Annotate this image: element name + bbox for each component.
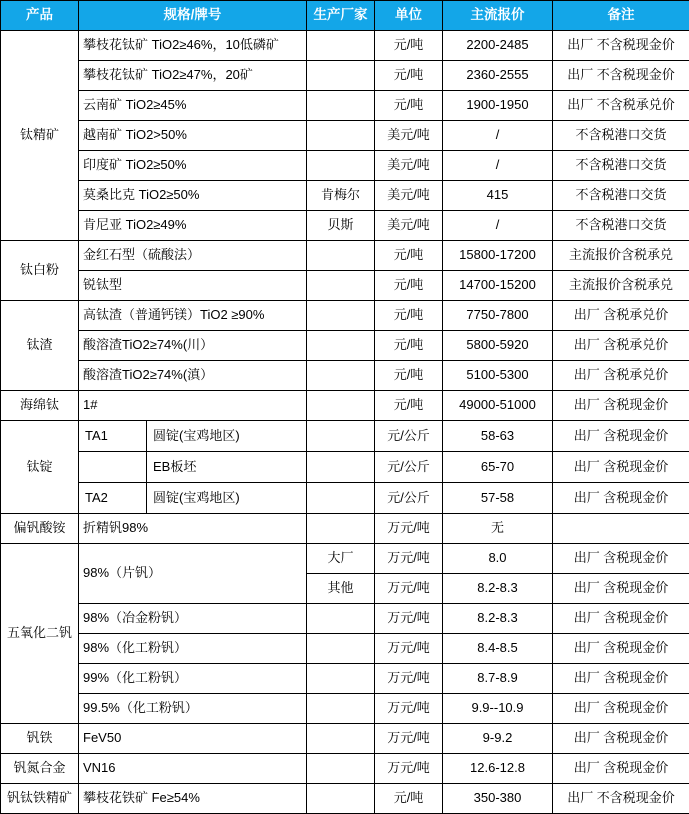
- spec-cell: 印度矿 TiO2≥50%: [79, 151, 307, 181]
- manufacturer-cell: [307, 361, 375, 391]
- spec-cell: 越南矿 TiO2>50%: [79, 121, 307, 151]
- manufacturer-cell: [307, 784, 375, 814]
- remark-cell: 出厂 含税现金价: [553, 452, 689, 483]
- product-name-cell: 钛锭: [1, 421, 79, 514]
- unit-cell: 元/吨: [375, 301, 443, 331]
- product-name-cell: 钒氮合金: [1, 754, 79, 784]
- price-cell: 49000-51000: [443, 391, 553, 421]
- product-name-cell: 钛精矿: [1, 31, 79, 241]
- spec-cell: 攀枝花钛矿 TiO2≥47%，20矿: [79, 61, 307, 91]
- price-cell: 12.6-12.8: [443, 754, 553, 784]
- table-row: [1, 241, 689, 271]
- manufacturer-cell: [307, 91, 375, 121]
- remark-cell: 出厂 含税现金价: [553, 574, 689, 604]
- manufacturer-cell: [307, 664, 375, 694]
- spec-cell: 攀枝花铁矿 Fe≥54%: [79, 784, 307, 814]
- manufacturer-cell: 其他: [307, 574, 375, 604]
- price-cell: 57-58: [443, 483, 553, 514]
- remark-cell: 不含税港口交货: [553, 181, 689, 211]
- product-name-cell: 钒钛铁精矿: [1, 784, 79, 814]
- table-row: [1, 61, 689, 91]
- price-cell: 15800-17200: [443, 241, 553, 271]
- manufacturer-cell: 大厂: [307, 544, 375, 574]
- unit-cell: 万元/吨: [375, 514, 443, 544]
- spec-cell: 莫桑比克 TiO2≥50%: [79, 181, 307, 211]
- unit-cell: 元/吨: [375, 331, 443, 361]
- spec-cell: 金红石型（硫酸法）: [79, 241, 307, 271]
- manufacturer-cell: [307, 421, 375, 452]
- unit-cell: 美元/吨: [375, 181, 443, 211]
- remark-cell: 出厂 含税承兑价: [553, 361, 689, 391]
- table-row: [1, 151, 689, 181]
- unit-cell: 元/吨: [375, 31, 443, 61]
- table-header: [1, 1, 689, 31]
- table-row: [1, 483, 689, 514]
- remark-cell: 出厂 含税承兑价: [553, 331, 689, 361]
- spec-cell: [79, 452, 307, 483]
- remark-cell: 出厂 含税现金价: [553, 634, 689, 664]
- price-cell: 2200-2485: [443, 31, 553, 61]
- price-cell: /: [443, 211, 553, 241]
- unit-cell: 元/公斤: [375, 483, 443, 514]
- table-row: [1, 724, 689, 754]
- price-cell: 2360-2555: [443, 61, 553, 91]
- unit-cell: 元/吨: [375, 241, 443, 271]
- price-cell: /: [443, 121, 553, 151]
- table-row: [1, 181, 689, 211]
- price-cell: 415: [443, 181, 553, 211]
- table-row: [1, 361, 689, 391]
- remark-cell: 出厂 含税现金价: [553, 391, 689, 421]
- unit-cell: 美元/吨: [375, 121, 443, 151]
- remark-cell: 出厂 不含税现金价: [553, 31, 689, 61]
- unit-cell: 元/吨: [375, 271, 443, 301]
- manufacturer-cell: [307, 301, 375, 331]
- spec-cell: 锐钛型: [79, 271, 307, 301]
- unit-cell: 元/吨: [375, 61, 443, 91]
- spec-cell: 高钛渣（普通钙镁）TiO2 ≥90%: [79, 301, 307, 331]
- spec-cell: 攀枝花钛矿 TiO2≥46%，10低磷矿: [79, 31, 307, 61]
- spec-cell: 云南矿 TiO2≥45%: [79, 91, 307, 121]
- remark-cell: 出厂 含税现金价: [553, 483, 689, 514]
- table-row: [1, 664, 689, 694]
- product-name-cell: 海绵钛: [1, 391, 79, 421]
- product-name-cell: 五氧化二钒: [1, 544, 79, 724]
- table-row: [1, 421, 689, 452]
- spec-cell: [79, 421, 307, 452]
- price-cell: 14700-15200: [443, 271, 553, 301]
- price-cell: 5800-5920: [443, 331, 553, 361]
- unit-cell: 万元/吨: [375, 634, 443, 664]
- price-cell: 8.7-8.9: [443, 664, 553, 694]
- price-cell: 65-70: [443, 452, 553, 483]
- unit-cell: 元/公斤: [375, 452, 443, 483]
- unit-cell: 万元/吨: [375, 574, 443, 604]
- table-row: [1, 694, 689, 724]
- unit-cell: 万元/吨: [375, 754, 443, 784]
- table-row: [1, 271, 689, 301]
- spec-cell: FeV50: [79, 724, 307, 754]
- column-header-spec: 规格/牌号: [79, 1, 307, 31]
- spec-cell: 98%（片钒）: [79, 544, 307, 604]
- price-cell: /: [443, 151, 553, 181]
- column-header-unit: 单位: [375, 1, 443, 31]
- price-cell: 58-63: [443, 421, 553, 452]
- column-header-price: 主流报价: [443, 1, 553, 31]
- manufacturer-cell: [307, 331, 375, 361]
- unit-cell: 美元/吨: [375, 151, 443, 181]
- table-row: [1, 301, 689, 331]
- spec-cell: 98%（冶金粉钒）: [79, 604, 307, 634]
- column-header-remark: 备注: [553, 1, 689, 31]
- remark-cell: [553, 514, 689, 544]
- unit-cell: 万元/吨: [375, 724, 443, 754]
- unit-cell: 元/吨: [375, 361, 443, 391]
- unit-cell: 元/吨: [375, 784, 443, 814]
- manufacturer-cell: [307, 694, 375, 724]
- manufacturer-cell: [307, 604, 375, 634]
- remark-cell: 主流报价含税承兑: [553, 241, 689, 271]
- spec-cell: 酸溶渣TiO2≥74%(川）: [79, 331, 307, 361]
- price-cell: 8.2-8.3: [443, 574, 553, 604]
- price-cell: 9.9--10.9: [443, 694, 553, 724]
- unit-cell: 美元/吨: [375, 211, 443, 241]
- spec-form-label: 圆锭(宝鸡地区): [147, 421, 306, 451]
- table-row: [1, 634, 689, 664]
- manufacturer-cell: [307, 61, 375, 91]
- remark-cell: 出厂 含税现金价: [553, 421, 689, 452]
- unit-cell: 万元/吨: [375, 694, 443, 724]
- spec-cell: 98%（化工粉钒）: [79, 634, 307, 664]
- remark-cell: 不含税港口交货: [553, 121, 689, 151]
- remark-cell: 不含税港口交货: [553, 211, 689, 241]
- product-name-cell: 钛白粉: [1, 241, 79, 301]
- table-row: [1, 31, 689, 61]
- table-row: [1, 452, 689, 483]
- unit-cell: 元/公斤: [375, 421, 443, 452]
- remark-cell: 出厂 含税现金价: [553, 724, 689, 754]
- manufacturer-cell: [307, 634, 375, 664]
- manufacturer-cell: [307, 151, 375, 181]
- table-row: [1, 604, 689, 634]
- remark-cell: 出厂 含税现金价: [553, 664, 689, 694]
- spec-cell: 99%（化工粉钒）: [79, 664, 307, 694]
- spec-cell: VN16: [79, 754, 307, 784]
- table-row: [1, 211, 689, 241]
- product-name-cell: 钛渣: [1, 301, 79, 391]
- manufacturer-cell: [307, 31, 375, 61]
- remark-cell: 出厂 含税现金价: [553, 544, 689, 574]
- remark-cell: 出厂 含税现金价: [553, 694, 689, 724]
- manufacturer-cell: [307, 754, 375, 784]
- spec-cell: 折精钒98%: [79, 514, 307, 544]
- remark-cell: 出厂 含税承兑价: [553, 301, 689, 331]
- manufacturer-cell: 肯梅尔: [307, 181, 375, 211]
- table-row: [1, 121, 689, 151]
- product-name-cell: 偏钒酸铵: [1, 514, 79, 544]
- unit-cell: 万元/吨: [375, 664, 443, 694]
- unit-cell: 万元/吨: [375, 544, 443, 574]
- spec-form-label: 圆锭(宝鸡地区): [147, 483, 306, 513]
- product-name-cell: 钒铁: [1, 724, 79, 754]
- price-cell: 无: [443, 514, 553, 544]
- price-cell: 1900-1950: [443, 91, 553, 121]
- remark-cell: 主流报价含税承兑: [553, 271, 689, 301]
- unit-cell: 元/吨: [375, 391, 443, 421]
- table-row: [1, 331, 689, 361]
- table-row: [1, 391, 689, 421]
- manufacturer-cell: [307, 241, 375, 271]
- spec-cell: 肯尼亚 TiO2≥49%: [79, 211, 307, 241]
- price-cell: 350-380: [443, 784, 553, 814]
- price-cell: 7750-7800: [443, 301, 553, 331]
- manufacturer-cell: [307, 483, 375, 514]
- table-row: [1, 514, 689, 544]
- manufacturer-cell: [307, 271, 375, 301]
- column-header-manufacturer: 生产厂家: [307, 1, 375, 31]
- table-row: [1, 754, 689, 784]
- manufacturer-cell: [307, 121, 375, 151]
- remark-cell: 出厂 含税现金价: [553, 754, 689, 784]
- remark-cell: 不含税港口交货: [553, 151, 689, 181]
- manufacturer-cell: [307, 452, 375, 483]
- price-cell: 8.4-8.5: [443, 634, 553, 664]
- unit-cell: 万元/吨: [375, 604, 443, 634]
- unit-cell: 元/吨: [375, 91, 443, 121]
- remark-cell: 出厂 不含税承兑价: [553, 91, 689, 121]
- remark-cell: 出厂 含税现金价: [553, 604, 689, 634]
- manufacturer-cell: 贝斯: [307, 211, 375, 241]
- price-cell: 8.2-8.3: [443, 604, 553, 634]
- column-header-product: 产品: [1, 1, 79, 31]
- manufacturer-cell: [307, 391, 375, 421]
- spec-cell: 99.5%（化工粉钒）: [79, 694, 307, 724]
- table-header-row: [1, 1, 689, 31]
- spec-form-label: EB板坯: [147, 452, 306, 482]
- price-cell: 8.0: [443, 544, 553, 574]
- table-row: [1, 784, 689, 814]
- spec-grade-label: TA1: [79, 421, 147, 451]
- remark-cell: 出厂 不含税现金价: [553, 784, 689, 814]
- spec-grade-label: TA2: [79, 483, 147, 513]
- remark-cell: 出厂 不含税现金价: [553, 61, 689, 91]
- spec-cell: 1#: [79, 391, 307, 421]
- price-cell: 5100-5300: [443, 361, 553, 391]
- table-row: [1, 91, 689, 121]
- price-cell: 9-9.2: [443, 724, 553, 754]
- table-body: [1, 31, 689, 814]
- spec-cell: [79, 483, 307, 514]
- manufacturer-cell: [307, 514, 375, 544]
- spec-cell: 酸溶渣TiO2≥74%(滇）: [79, 361, 307, 391]
- manufacturer-cell: [307, 724, 375, 754]
- table-row: [1, 544, 689, 574]
- spec-grade-label: [79, 452, 147, 482]
